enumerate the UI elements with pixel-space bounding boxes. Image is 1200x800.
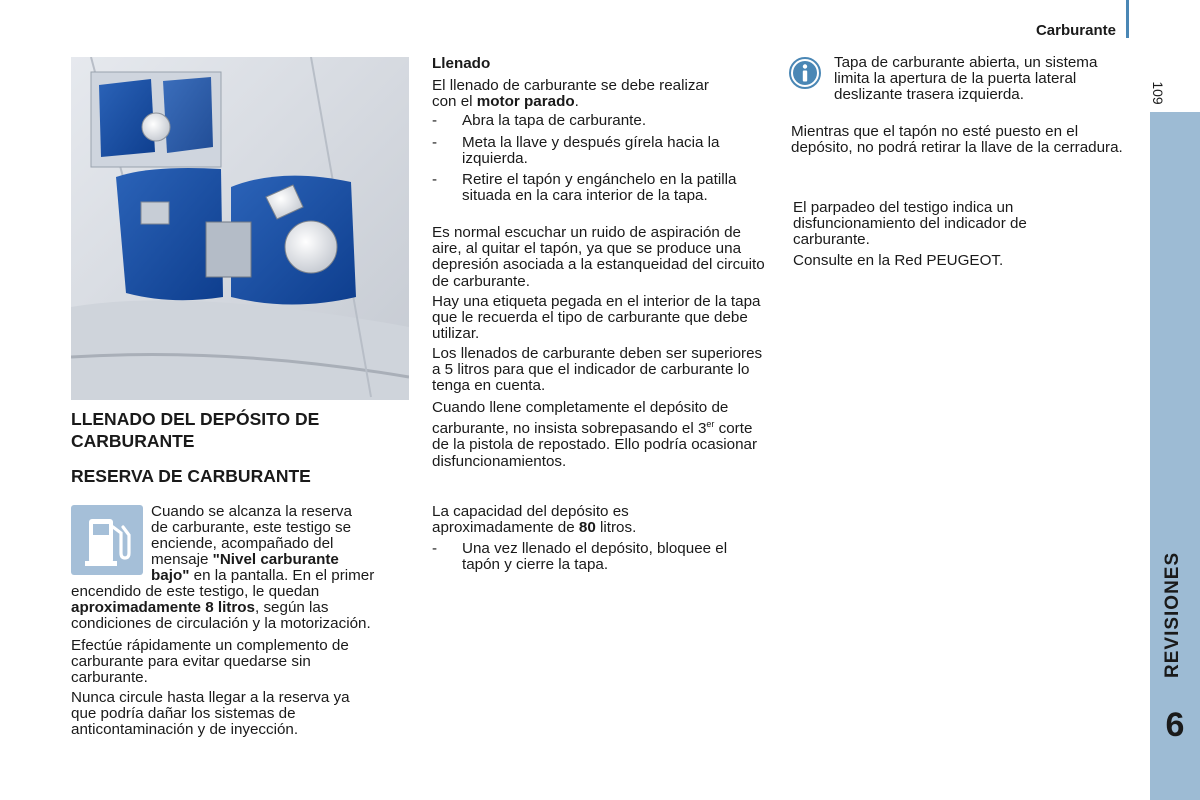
chapter-side-tab [1150, 112, 1200, 800]
fuel-pump-icon [71, 505, 143, 575]
fill-step-2: - Meta la llave y después gírela hacia la izquierda. [432, 134, 720, 168]
info-icon [789, 57, 821, 89]
header-accent-line [1126, 0, 1129, 38]
blink-note: El parpadeo del testigo indica un disfuncionamiento del indicador de carburante. [793, 199, 1027, 249]
fill-noise-note: Es normal escuchar un ruido de aspiración de aire, al quitar el tapón, ya que se produce una depresión asociada a la estanqueidad del circuito de carburante. [432, 224, 765, 290]
fill-label-note: Hay una etiqueta pegada en el interior de la tapa que le recuerda el tipo de carburante que debe utilizar. [432, 293, 761, 343]
fuel-flap-drawing [71, 57, 409, 400]
fill-step-1: - Abra la tapa de carburante. [432, 112, 647, 129]
fill-step-3: - Retire el tapón y engánchelo en la patilla situada en la cara interior de la tapa. [432, 171, 737, 205]
reserve-line-1: Cuando se alcanza la reserva [151, 503, 352, 520]
reserve-line-3: enciende, acompañado del [151, 535, 334, 552]
reserve-line-4: mensaje "Nivel carburante [151, 551, 339, 568]
consult-note: Consulte en la Red PEUGEOT. [793, 252, 1004, 269]
reserve-line-2: de carburante, este testigo se [151, 519, 352, 536]
info-note: Tapa de carburante abierta, un sistema limita la apertura de la puerta lateral deslizante trasera izquierda. [834, 54, 1098, 104]
fill-full-note: Cuando llene completamente el depósito de carburante, no insista sobrepasando el 3er corte de la pistola de repostado. Ello podría ocasionar disfuncionamientos. [432, 399, 758, 470]
fuel-flap-illustration [71, 57, 409, 400]
chapter-label: REVISIONES [1162, 551, 1183, 678]
section-heading-reserve: RESERVA DE CARBURANTE [71, 466, 311, 486]
page-number: 109 [1150, 81, 1166, 105]
fill-min-note: Los llenados de carburante deben ser superiores a 5 litros para que el indicador de carburante lo tenga en cuenta. [432, 345, 763, 395]
reserve-line-6: encendido de este testigo, le quedan [71, 583, 320, 600]
reserve-line-7: aproximadamente 8 litros, según las [71, 599, 329, 616]
fuel-warning-box [71, 505, 143, 575]
page-header-title: Carburante [1035, 22, 1116, 39]
fill-heading: Llenado [432, 55, 491, 72]
cap-key-note: Mientras que el tapón no esté puesto en el depósito, no podrá retirar la llave de la cerradura. [791, 123, 1123, 157]
section-heading-main: LLENADO DEL DEPÓSITO DE CARBURANTE [71, 409, 320, 451]
fill-final-step: - Una vez llenado el depósito, bloquee el tapón y cierre la tapa. [432, 540, 728, 574]
reserve-line-5: bajo" en la pantalla. En el primer [151, 567, 375, 584]
reserve-paragraph-3: Nunca circule hasta llegar a la reserva ya que podría dañar los sistemas de anticontaminación y de inyección. [71, 689, 350, 739]
reserve-line-8: condiciones de circulación y la motorización. [71, 615, 371, 632]
tank-capacity: La capacidad del depósito es aproximadamente de 80 litros. [432, 503, 637, 537]
reserve-paragraph-2: Efectúe rápidamente un complemento de carburante para evitar quedarse sin carburante. [71, 637, 349, 687]
fill-intro: El llenado de carburante se debe realizar con el motor parado. [432, 77, 709, 111]
chapter-number: 6 [1165, 706, 1185, 744]
